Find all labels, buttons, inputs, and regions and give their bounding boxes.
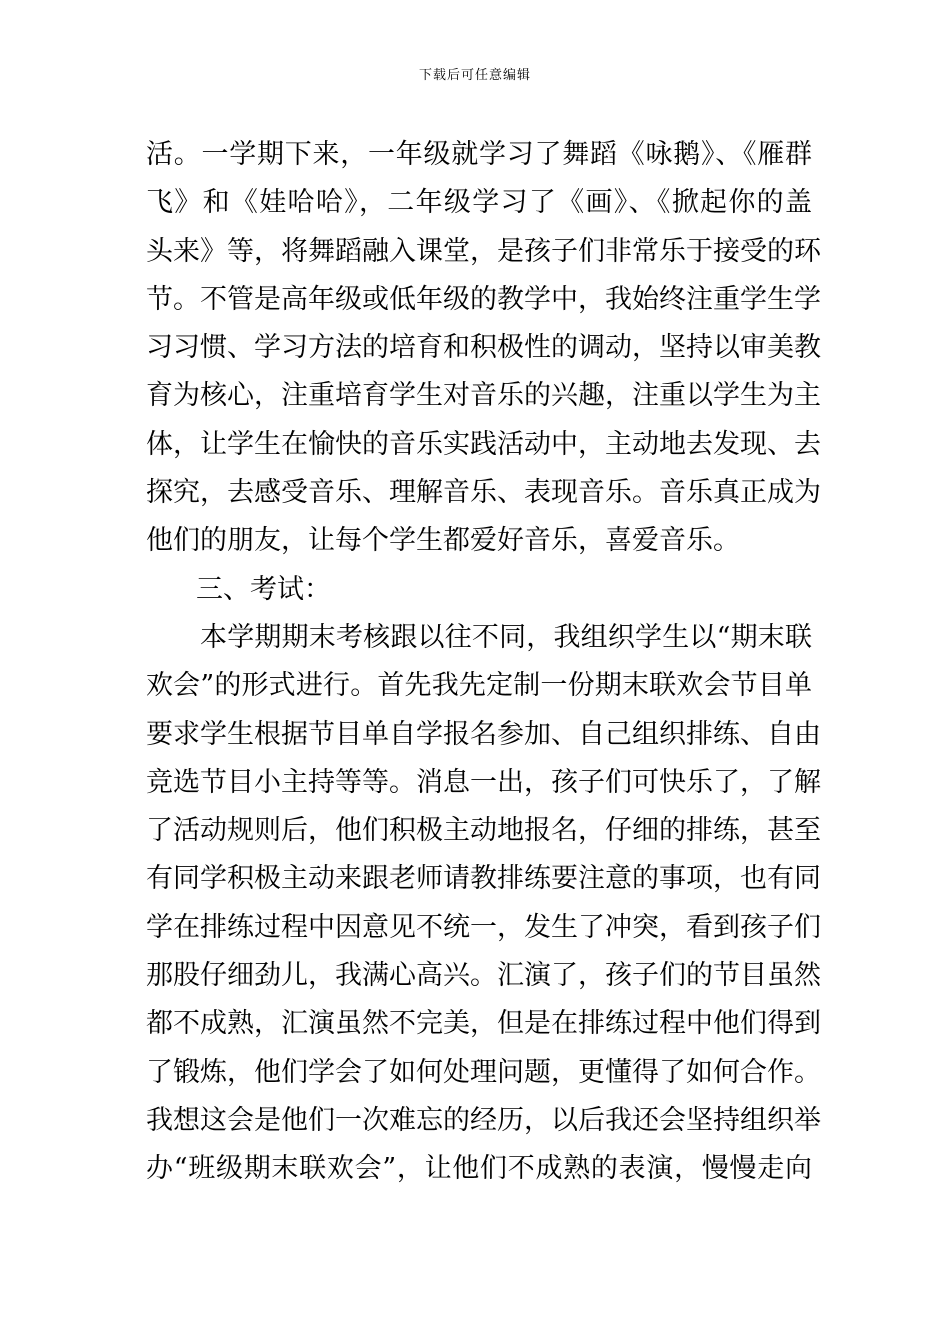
text-line: 欢会”的形式进行。首先我先定制一份期末联欢会节目单 <box>146 670 812 702</box>
text-line: 都不成熟，汇演虽然不完美，但是在排练过程中他们得到 <box>146 1008 821 1040</box>
text-line: 活。一学期下来，一年级就学习了舞蹈《咏鹅》、《雁群 <box>146 139 812 170</box>
section-heading: 三、考试： <box>196 573 331 605</box>
text-line: 办“班级期末联欢会”，让他们不成熟的表演，慢慢走向 <box>146 1153 812 1185</box>
text-line: 习习惯、学习方法的培育和积极性的调动，坚持以审美教 <box>146 332 821 364</box>
text-line: 节。不管是高年级或低年级的教学中，我始终注重学生学 <box>146 283 821 315</box>
text-line: 了锻炼，他们学会了如何处理问题，更懂得了如何合作。 <box>146 1056 821 1088</box>
text-line: 竞选节目小主持等等。消息一出，孩子们可快乐了，了解 <box>146 766 821 798</box>
text-line: 学在排练过程中因意见不统一，发生了冲突，看到孩子们 <box>146 911 821 943</box>
text-line: 探究，去感受音乐、理解音乐、表现音乐。音乐真正成为 <box>146 477 821 509</box>
text-line: 那股仔细劲儿，我满心高兴。汇演了，孩子们的节目虽然 <box>146 960 821 992</box>
paragraph-1 <box>146 131 821 566</box>
text-line: 本学期期末考核跟以往不同，我组织学生以“期末联 <box>200 621 812 653</box>
text-line: 飞》和《娃哈哈》，二年级学习了《画》、《掀起你的盖 <box>146 187 812 219</box>
text-line: 要求学生根据节目单自学报名参加、自己组织排练、自由 <box>146 718 821 750</box>
document-body <box>146 131 821 1194</box>
paragraph-2 <box>146 614 821 1194</box>
text-line: 我想这会是他们一次难忘的经历，以后我还会坚持组织举 <box>146 1104 821 1136</box>
text-line: 头来》等，将舞蹈融入课堂，是孩子们非常乐于接受的环 <box>146 235 821 267</box>
text-line: 有同学积极主动来跟老师请教排练要注意的事项，也有同 <box>146 863 821 895</box>
text-line: 他们的朋友，让每个学生都爱好音乐，喜爱音乐。 <box>146 525 740 557</box>
text-line: 体，让学生在愉快的音乐实践活动中，主动地去发现、去 <box>146 428 821 460</box>
page-header: 下载后可任意编辑 <box>418 68 531 83</box>
text-line: 育为核心，注重培育学生对音乐的兴趣，注重以学生为主 <box>146 380 821 412</box>
text-line: 了活动规则后，他们积极主动地报名，仔细的排练，甚至 <box>146 815 821 847</box>
